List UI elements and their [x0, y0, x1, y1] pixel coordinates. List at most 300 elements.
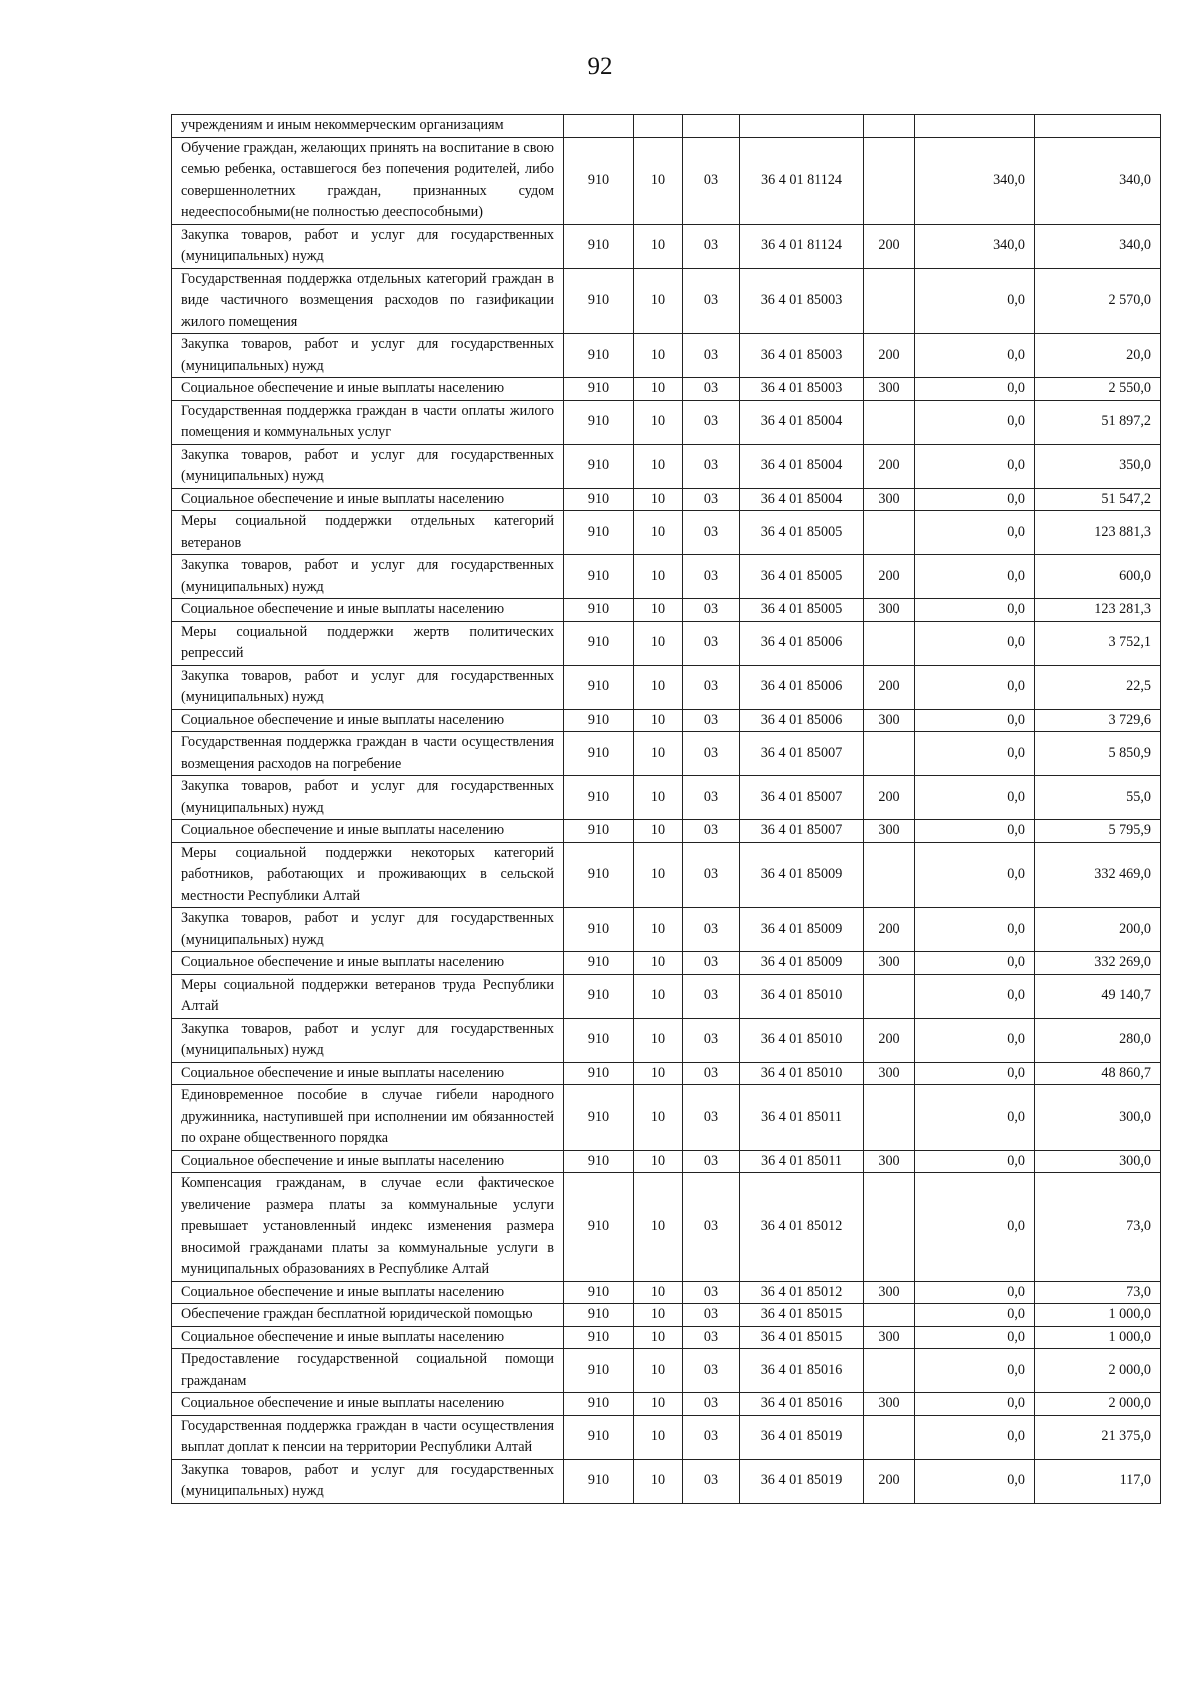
cell-subsection-code: 03 [683, 378, 740, 401]
cell-target-article: 36 4 01 85006 [740, 709, 864, 732]
cell-section-code: 10 [634, 334, 683, 378]
table-row [172, 1349, 1161, 1393]
cell-ministry-code: 910 [564, 709, 634, 732]
cell-amount-1: 0,0 [915, 488, 1035, 511]
cell-subsection-code: 03 [683, 511, 740, 555]
cell-subsection-code: 03 [683, 820, 740, 843]
table-row [172, 908, 1161, 952]
cell-subsection-code: 03 [683, 1393, 740, 1416]
cell-section-code: 10 [634, 665, 683, 709]
cell-amount-1: 0,0 [915, 378, 1035, 401]
table-row [172, 709, 1161, 732]
cell-ministry-code: 910 [564, 400, 634, 444]
cell-expense-type: 300 [864, 1281, 915, 1304]
cell-target-article: 36 4 01 85012 [740, 1173, 864, 1282]
cell-name: Социальное обеспечение и иные выплаты населению [172, 599, 564, 622]
cell-ministry-code: 910 [564, 820, 634, 843]
cell-section-code: 10 [634, 444, 683, 488]
cell-amount-2: 1 000,0 [1035, 1304, 1161, 1327]
cell-expense-type: 200 [864, 555, 915, 599]
cell-ministry-code: 910 [564, 908, 634, 952]
cell-subsection-code: 03 [683, 400, 740, 444]
cell-expense-type: 200 [864, 224, 915, 268]
cell-amount-2: 73,0 [1035, 1173, 1161, 1282]
table-row [172, 224, 1161, 268]
cell-amount-1: 0,0 [915, 268, 1035, 334]
cell-expense-type: 300 [864, 1393, 915, 1416]
cell-expense-type [864, 137, 915, 224]
cell-target-article: 36 4 01 85009 [740, 842, 864, 908]
cell-target-article: 36 4 01 85004 [740, 400, 864, 444]
cell-amount-1: 0,0 [915, 908, 1035, 952]
table-row [172, 599, 1161, 622]
cell-ministry-code: 910 [564, 1018, 634, 1062]
cell-name: Государственная поддержка граждан в части осуществления выплат доплат к пенсии на территории Республики Алтай [172, 1415, 564, 1459]
cell-ministry-code: 910 [564, 1459, 634, 1503]
cell-expense-type: 200 [864, 776, 915, 820]
cell-expense-type [864, 511, 915, 555]
cell-name: Государственная поддержка отдельных категорий граждан в виде частичного возмещения расходов по газификации жилого помещения [172, 268, 564, 334]
cell-target-article: 36 4 01 85011 [740, 1150, 864, 1173]
table-row [172, 378, 1161, 401]
table-row [172, 1281, 1161, 1304]
cell-subsection-code: 03 [683, 952, 740, 975]
cell-section-code: 10 [634, 908, 683, 952]
cell-target-article: 36 4 01 85003 [740, 378, 864, 401]
cell-name: Закупка товаров, работ и услуг для государственных (муниципальных) нужд [172, 334, 564, 378]
cell-amount-2: 123 881,3 [1035, 511, 1161, 555]
cell-target-article: 36 4 01 85012 [740, 1281, 864, 1304]
cell-amount-2: 340,0 [1035, 224, 1161, 268]
cell-amount-2: 280,0 [1035, 1018, 1161, 1062]
cell-target-article: 36 4 01 85009 [740, 952, 864, 975]
cell-amount-2: 2 550,0 [1035, 378, 1161, 401]
cell-expense-type: 300 [864, 1062, 915, 1085]
cell-subsection-code: 03 [683, 1415, 740, 1459]
cell-target-article: 36 4 01 85007 [740, 820, 864, 843]
cell-section-code: 10 [634, 709, 683, 732]
cell-subsection-code: 03 [683, 137, 740, 224]
cell-amount-1: 0,0 [915, 511, 1035, 555]
cell-amount-2: 55,0 [1035, 776, 1161, 820]
table-row [172, 820, 1161, 843]
cell-section-code: 10 [634, 137, 683, 224]
table-row [172, 137, 1161, 224]
cell-amount-2: 2 570,0 [1035, 268, 1161, 334]
cell-name: Закупка товаров, работ и услуг для государственных (муниципальных) нужд [172, 444, 564, 488]
cell-subsection-code: 03 [683, 1018, 740, 1062]
cell-amount-2: 117,0 [1035, 1459, 1161, 1503]
cell-subsection-code: 03 [683, 488, 740, 511]
cell-expense-type: 300 [864, 1150, 915, 1173]
cell-section-code: 10 [634, 1459, 683, 1503]
cell-amount-1: 0,0 [915, 1326, 1035, 1349]
table-row [172, 1062, 1161, 1085]
table-row [172, 665, 1161, 709]
cell-subsection-code [683, 115, 740, 138]
cell-ministry-code: 910 [564, 665, 634, 709]
cell-target-article: 36 4 01 85015 [740, 1304, 864, 1327]
table-row [172, 1173, 1161, 1282]
cell-expense-type [864, 842, 915, 908]
table-row [172, 952, 1161, 975]
cell-ministry-code: 910 [564, 444, 634, 488]
cell-amount-2: 20,0 [1035, 334, 1161, 378]
cell-section-code: 10 [634, 1281, 683, 1304]
cell-expense-type [864, 732, 915, 776]
cell-amount-1: 0,0 [915, 1085, 1035, 1151]
table-row [172, 555, 1161, 599]
cell-expense-type: 300 [864, 952, 915, 975]
cell-name: Социальное обеспечение и иные выплаты населению [172, 709, 564, 732]
cell-amount-1: 0,0 [915, 1150, 1035, 1173]
cell-amount-1: 0,0 [915, 1349, 1035, 1393]
cell-section-code: 10 [634, 1085, 683, 1151]
cell-amount-2: 22,5 [1035, 665, 1161, 709]
cell-expense-type: 300 [864, 378, 915, 401]
cell-target-article: 36 4 01 85007 [740, 732, 864, 776]
cell-ministry-code: 910 [564, 488, 634, 511]
cell-ministry-code: 910 [564, 1326, 634, 1349]
cell-target-article: 36 4 01 85016 [740, 1349, 864, 1393]
cell-subsection-code: 03 [683, 621, 740, 665]
cell-expense-type [864, 400, 915, 444]
cell-ministry-code: 910 [564, 599, 634, 622]
cell-section-code: 10 [634, 1304, 683, 1327]
cell-name: Государственная поддержка граждан в части оплаты жилого помещения и коммунальных услуг [172, 400, 564, 444]
cell-target-article: 36 4 01 85006 [740, 621, 864, 665]
cell-subsection-code: 03 [683, 1062, 740, 1085]
cell-expense-type [864, 1415, 915, 1459]
cell-target-article [740, 115, 864, 138]
table-row [172, 1018, 1161, 1062]
cell-subsection-code: 03 [683, 709, 740, 732]
cell-amount-2: 332 469,0 [1035, 842, 1161, 908]
cell-amount-2: 73,0 [1035, 1281, 1161, 1304]
cell-name: Закупка товаров, работ и услуг для государственных (муниципальных) нужд [172, 776, 564, 820]
cell-subsection-code: 03 [683, 665, 740, 709]
table-row [172, 1459, 1161, 1503]
budget-table [171, 114, 1161, 1504]
cell-section-code: 10 [634, 1326, 683, 1349]
cell-name: Закупка товаров, работ и услуг для государственных (муниципальных) нужд [172, 1018, 564, 1062]
cell-amount-1: 0,0 [915, 974, 1035, 1018]
table-row [172, 842, 1161, 908]
cell-section-code: 10 [634, 1150, 683, 1173]
cell-name: Меры социальной поддержки жертв политических репрессий [172, 621, 564, 665]
cell-target-article: 36 4 01 85007 [740, 776, 864, 820]
cell-name: Государственная поддержка граждан в части осуществления возмещения расходов на погребение [172, 732, 564, 776]
cell-name: Социальное обеспечение и иные выплаты населению [172, 378, 564, 401]
cell-amount-2 [1035, 115, 1161, 138]
cell-target-article: 36 4 01 85011 [740, 1085, 864, 1151]
cell-amount-1: 0,0 [915, 621, 1035, 665]
cell-name: Обучение граждан, желающих принять на воспитание в свою семью ребенка, оставшегося без попечения родителей, либо совершеннолетних граждан, признанных судом недееспособными(не полностью дееспособными) [172, 137, 564, 224]
cell-ministry-code: 910 [564, 1281, 634, 1304]
table-row [172, 1393, 1161, 1416]
cell-amount-1: 0,0 [915, 1173, 1035, 1282]
cell-ministry-code: 910 [564, 1349, 634, 1393]
table-row [172, 621, 1161, 665]
cell-amount-1: 0,0 [915, 1415, 1035, 1459]
cell-expense-type [864, 1304, 915, 1327]
cell-amount-2: 600,0 [1035, 555, 1161, 599]
cell-ministry-code: 910 [564, 621, 634, 665]
cell-subsection-code: 03 [683, 599, 740, 622]
table-row [172, 1415, 1161, 1459]
cell-name: Компенсация гражданам, в случае если фактическое увеличение размера платы за коммунальные услуги превышает установленный индекс изменения размера вносимой гражданами платы за коммунальные услуги в муниципальных образованиях в Республике Алтай [172, 1173, 564, 1282]
cell-name: Закупка товаров, работ и услуг для государственных (муниципальных) нужд [172, 665, 564, 709]
cell-target-article: 36 4 01 85015 [740, 1326, 864, 1349]
table-row [172, 1326, 1161, 1349]
cell-subsection-code: 03 [683, 444, 740, 488]
cell-amount-2: 21 375,0 [1035, 1415, 1161, 1459]
cell-subsection-code: 03 [683, 1085, 740, 1151]
table-row [172, 400, 1161, 444]
cell-ministry-code: 910 [564, 1150, 634, 1173]
cell-name: Социальное обеспечение и иные выплаты населению [172, 488, 564, 511]
table-row [172, 115, 1161, 138]
cell-amount-2: 51 547,2 [1035, 488, 1161, 511]
cell-amount-2: 300,0 [1035, 1150, 1161, 1173]
cell-name: Меры социальной поддержки некоторых категорий работников, работающих и проживающих в сельской местности Республики Алтай [172, 842, 564, 908]
cell-name: Обеспечение граждан бесплатной юридической помощью [172, 1304, 564, 1327]
cell-section-code: 10 [634, 820, 683, 843]
cell-amount-1: 0,0 [915, 1281, 1035, 1304]
cell-section-code: 10 [634, 1062, 683, 1085]
cell-ministry-code [564, 115, 634, 138]
cell-ministry-code: 910 [564, 1415, 634, 1459]
cell-section-code: 10 [634, 378, 683, 401]
cell-section-code: 10 [634, 224, 683, 268]
cell-subsection-code: 03 [683, 908, 740, 952]
cell-subsection-code: 03 [683, 1304, 740, 1327]
cell-target-article: 36 4 01 85005 [740, 511, 864, 555]
cell-subsection-code: 03 [683, 268, 740, 334]
page-number: 92 [587, 53, 613, 80]
cell-expense-type [864, 621, 915, 665]
cell-amount-2: 2 000,0 [1035, 1349, 1161, 1393]
cell-ministry-code: 910 [564, 776, 634, 820]
cell-target-article: 36 4 01 85004 [740, 444, 864, 488]
cell-target-article: 36 4 01 85004 [740, 488, 864, 511]
cell-subsection-code: 03 [683, 974, 740, 1018]
cell-section-code: 10 [634, 1173, 683, 1282]
table-row [172, 732, 1161, 776]
cell-section-code: 10 [634, 268, 683, 334]
cell-expense-type: 200 [864, 665, 915, 709]
cell-section-code: 10 [634, 776, 683, 820]
cell-section-code: 10 [634, 1349, 683, 1393]
cell-amount-2: 3 729,6 [1035, 709, 1161, 732]
cell-amount-2: 1 000,0 [1035, 1326, 1161, 1349]
cell-expense-type [864, 1173, 915, 1282]
cell-expense-type: 300 [864, 709, 915, 732]
cell-expense-type [864, 1085, 915, 1151]
cell-section-code: 10 [634, 488, 683, 511]
table-row [172, 511, 1161, 555]
cell-amount-2: 3 752,1 [1035, 621, 1161, 665]
cell-ministry-code: 910 [564, 732, 634, 776]
cell-amount-2: 5 850,9 [1035, 732, 1161, 776]
cell-name: Социальное обеспечение и иные выплаты населению [172, 1393, 564, 1416]
cell-amount-1: 0,0 [915, 820, 1035, 843]
cell-amount-1: 0,0 [915, 599, 1035, 622]
table-row [172, 444, 1161, 488]
cell-name: Меры социальной поддержки отдельных категорий ветеранов [172, 511, 564, 555]
cell-expense-type [864, 268, 915, 334]
cell-ministry-code: 910 [564, 511, 634, 555]
cell-subsection-code: 03 [683, 224, 740, 268]
cell-section-code: 10 [634, 1393, 683, 1416]
cell-section-code [634, 115, 683, 138]
cell-subsection-code: 03 [683, 1459, 740, 1503]
cell-amount-1: 340,0 [915, 224, 1035, 268]
cell-name: учреждениям и иным некоммерческим организациям [172, 115, 564, 138]
cell-target-article: 36 4 01 85005 [740, 599, 864, 622]
cell-amount-1: 0,0 [915, 555, 1035, 599]
cell-name: Социальное обеспечение и иные выплаты населению [172, 952, 564, 975]
table-body [172, 115, 1161, 1504]
cell-amount-1: 0,0 [915, 776, 1035, 820]
cell-amount-2: 200,0 [1035, 908, 1161, 952]
cell-name: Социальное обеспечение и иные выплаты населению [172, 1326, 564, 1349]
cell-amount-1: 0,0 [915, 1018, 1035, 1062]
cell-name: Социальное обеспечение и иные выплаты населению [172, 1062, 564, 1085]
cell-name: Социальное обеспечение и иные выплаты населению [172, 1150, 564, 1173]
cell-target-article: 36 4 01 85003 [740, 334, 864, 378]
table-row [172, 1304, 1161, 1327]
cell-ministry-code: 910 [564, 137, 634, 224]
cell-name: Предоставление государственной социальной помощи гражданам [172, 1349, 564, 1393]
table-row [172, 974, 1161, 1018]
cell-name: Закупка товаров, работ и услуг для государственных (муниципальных) нужд [172, 555, 564, 599]
cell-section-code: 10 [634, 732, 683, 776]
cell-amount-2: 300,0 [1035, 1085, 1161, 1151]
cell-target-article: 36 4 01 85010 [740, 974, 864, 1018]
cell-section-code: 10 [634, 842, 683, 908]
cell-ministry-code: 910 [564, 555, 634, 599]
cell-ministry-code: 910 [564, 1173, 634, 1282]
cell-target-article: 36 4 01 85010 [740, 1062, 864, 1085]
cell-name: Единовременное пособие в случае гибели народного дружинника, наступившей при исполнении им обязанностей по охране общественного порядка [172, 1085, 564, 1151]
cell-expense-type: 200 [864, 444, 915, 488]
cell-amount-1: 0,0 [915, 1393, 1035, 1416]
cell-ministry-code: 910 [564, 974, 634, 1018]
cell-expense-type: 300 [864, 820, 915, 843]
cell-amount-2: 350,0 [1035, 444, 1161, 488]
cell-target-article: 36 4 01 81124 [740, 224, 864, 268]
table-row [172, 1085, 1161, 1151]
table-row [172, 488, 1161, 511]
cell-name: Закупка товаров, работ и услуг для государственных (муниципальных) нужд [172, 908, 564, 952]
cell-amount-1: 0,0 [915, 1062, 1035, 1085]
cell-target-article: 36 4 01 81124 [740, 137, 864, 224]
cell-section-code: 10 [634, 1415, 683, 1459]
table-row [172, 776, 1161, 820]
cell-amount-1: 0,0 [915, 842, 1035, 908]
cell-ministry-code: 910 [564, 1304, 634, 1327]
cell-target-article: 36 4 01 85010 [740, 1018, 864, 1062]
cell-section-code: 10 [634, 1018, 683, 1062]
cell-expense-type: 200 [864, 334, 915, 378]
cell-amount-1 [915, 115, 1035, 138]
cell-section-code: 10 [634, 511, 683, 555]
cell-section-code: 10 [634, 599, 683, 622]
cell-subsection-code: 03 [683, 732, 740, 776]
cell-amount-1: 0,0 [915, 1304, 1035, 1327]
cell-expense-type: 200 [864, 1018, 915, 1062]
cell-expense-type [864, 974, 915, 1018]
cell-section-code: 10 [634, 555, 683, 599]
cell-target-article: 36 4 01 85016 [740, 1393, 864, 1416]
cell-name: Социальное обеспечение и иные выплаты населению [172, 820, 564, 843]
cell-subsection-code: 03 [683, 1349, 740, 1393]
cell-amount-2: 51 897,2 [1035, 400, 1161, 444]
cell-target-article: 36 4 01 85005 [740, 555, 864, 599]
cell-subsection-code: 03 [683, 1281, 740, 1304]
cell-amount-2: 340,0 [1035, 137, 1161, 224]
cell-target-article: 36 4 01 85019 [740, 1459, 864, 1503]
cell-amount-1: 0,0 [915, 444, 1035, 488]
cell-subsection-code: 03 [683, 1326, 740, 1349]
cell-expense-type: 300 [864, 488, 915, 511]
cell-section-code: 10 [634, 974, 683, 1018]
cell-subsection-code: 03 [683, 555, 740, 599]
cell-ministry-code: 910 [564, 378, 634, 401]
cell-name: Закупка товаров, работ и услуг для государственных (муниципальных) нужд [172, 224, 564, 268]
cell-target-article: 36 4 01 85006 [740, 665, 864, 709]
cell-amount-1: 0,0 [915, 334, 1035, 378]
cell-amount-2: 123 281,3 [1035, 599, 1161, 622]
cell-subsection-code: 03 [683, 842, 740, 908]
table-row [172, 1150, 1161, 1173]
cell-amount-2: 49 140,7 [1035, 974, 1161, 1018]
cell-amount-1: 0,0 [915, 732, 1035, 776]
cell-amount-1: 0,0 [915, 665, 1035, 709]
cell-expense-type: 200 [864, 908, 915, 952]
cell-ministry-code: 910 [564, 1062, 634, 1085]
cell-subsection-code: 03 [683, 1150, 740, 1173]
cell-amount-1: 0,0 [915, 952, 1035, 975]
cell-target-article: 36 4 01 85003 [740, 268, 864, 334]
table-row [172, 268, 1161, 334]
cell-expense-type: 300 [864, 599, 915, 622]
cell-ministry-code: 910 [564, 842, 634, 908]
cell-section-code: 10 [634, 952, 683, 975]
cell-section-code: 10 [634, 400, 683, 444]
cell-subsection-code: 03 [683, 334, 740, 378]
cell-amount-1: 0,0 [915, 709, 1035, 732]
cell-ministry-code: 910 [564, 1393, 634, 1416]
cell-ministry-code: 910 [564, 952, 634, 975]
cell-target-article: 36 4 01 85019 [740, 1415, 864, 1459]
cell-amount-1: 340,0 [915, 137, 1035, 224]
cell-expense-type [864, 1349, 915, 1393]
table-row [172, 334, 1161, 378]
cell-expense-type [864, 115, 915, 138]
cell-amount-2: 2 000,0 [1035, 1393, 1161, 1416]
cell-subsection-code: 03 [683, 1173, 740, 1282]
cell-name: Социальное обеспечение и иные выплаты населению [172, 1281, 564, 1304]
cell-ministry-code: 910 [564, 224, 634, 268]
cell-ministry-code: 910 [564, 268, 634, 334]
cell-ministry-code: 910 [564, 334, 634, 378]
cell-target-article: 36 4 01 85009 [740, 908, 864, 952]
cell-ministry-code: 910 [564, 1085, 634, 1151]
cell-amount-1: 0,0 [915, 1459, 1035, 1503]
cell-expense-type: 300 [864, 1326, 915, 1349]
